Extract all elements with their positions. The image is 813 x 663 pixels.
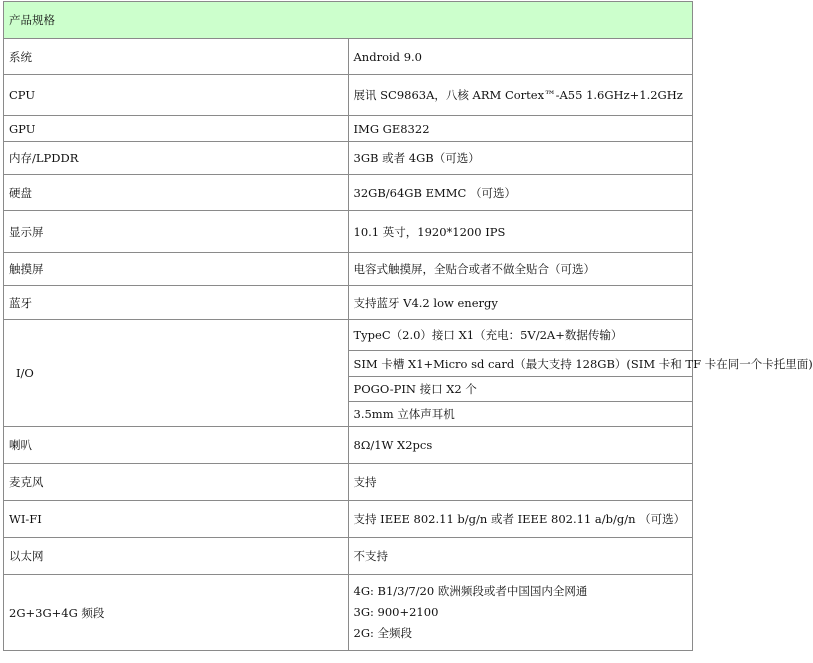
table-row-storage: [4, 175, 693, 211]
row-label: I/O: [4, 320, 349, 427]
row-label: 喇叭: [4, 427, 349, 464]
row-value: Android 9.0: [348, 39, 693, 75]
table-row-wifi: [4, 501, 693, 538]
row-value: 支持蓝牙 V4.2 low energy: [348, 286, 693, 320]
row-label: 硬盘: [4, 175, 349, 211]
row-value: 32GB/64GB EMMC （可选）: [348, 175, 693, 211]
row-label: 系统: [4, 39, 349, 75]
table-row-touch: [4, 253, 693, 286]
io-item: TypeC（2.0）接口 X1（充电：5V/2A+数据传输）: [348, 320, 693, 351]
row-value: IMG GE8322: [348, 116, 693, 142]
band-line-4g: 4G: B1/3/7/20 欧洲频段或者中国国内全网通: [353, 584, 588, 598]
table-row-cellular: [4, 575, 693, 651]
row-label: 内存/LPDDR: [4, 142, 349, 175]
table-row-io: [4, 320, 693, 351]
table-row-ram: [4, 142, 693, 175]
row-label: 触摸屏: [4, 253, 349, 286]
row-label: 显示屏: [4, 211, 349, 253]
table-title: 产品规格: [4, 2, 693, 39]
row-label: WI-FI: [4, 501, 349, 538]
row-label: 蓝牙: [4, 286, 349, 320]
row-label: GPU: [4, 116, 349, 142]
band-line-2g: 2G: 全频段: [353, 626, 413, 640]
spec-table: [3, 1, 813, 651]
table-row-mic: [4, 464, 693, 501]
row-value: 支持 IEEE 802.11 b/g/n 或者 IEEE 802.11 a/b/g/n （可选）: [348, 501, 693, 538]
table-row-speaker: [4, 427, 693, 464]
row-label: CPU: [4, 75, 349, 116]
table-row-bluetooth: [4, 286, 693, 320]
table-row-gpu: [4, 116, 693, 142]
cellular-bands: [348, 575, 693, 651]
table-row-ethernet: [4, 538, 693, 575]
row-label: 麦克风: [4, 464, 349, 501]
row-value: 展讯 SC9863A，八核 ARM Cortex™-A55 1.6GHz+1.2GHz: [348, 75, 693, 116]
row-label: 2G+3G+4G 频段: [4, 575, 349, 651]
row-value: 3GB 或者 4GB（可选）: [348, 142, 693, 175]
row-value: 8Ω/1W X2pcs: [348, 427, 693, 464]
io-item: 3.5mm 立体声耳机: [348, 402, 693, 427]
band-line-3g: 3G: 900+2100: [353, 605, 439, 619]
table-row-cpu: [4, 75, 693, 116]
row-label: 以太网: [4, 538, 349, 575]
io-item: SIM 卡槽 X1+Micro sd card（最大支持 128GB）(SIM 卡和 TF 卡在同一个卡托里面): [348, 351, 693, 377]
io-item: POGO-PIN 接口 X2 个: [348, 377, 693, 402]
table-row-os: [4, 39, 693, 75]
row-value: 10.1 英寸，1920*1200 IPS: [348, 211, 693, 253]
table-row-display: [4, 211, 693, 253]
row-value: 支持: [348, 464, 693, 501]
row-value: 不支持: [348, 538, 693, 575]
row-value: 电容式触摸屏，全贴合或者不做全贴合（可选）: [348, 253, 693, 286]
table-header-row: [4, 2, 693, 39]
